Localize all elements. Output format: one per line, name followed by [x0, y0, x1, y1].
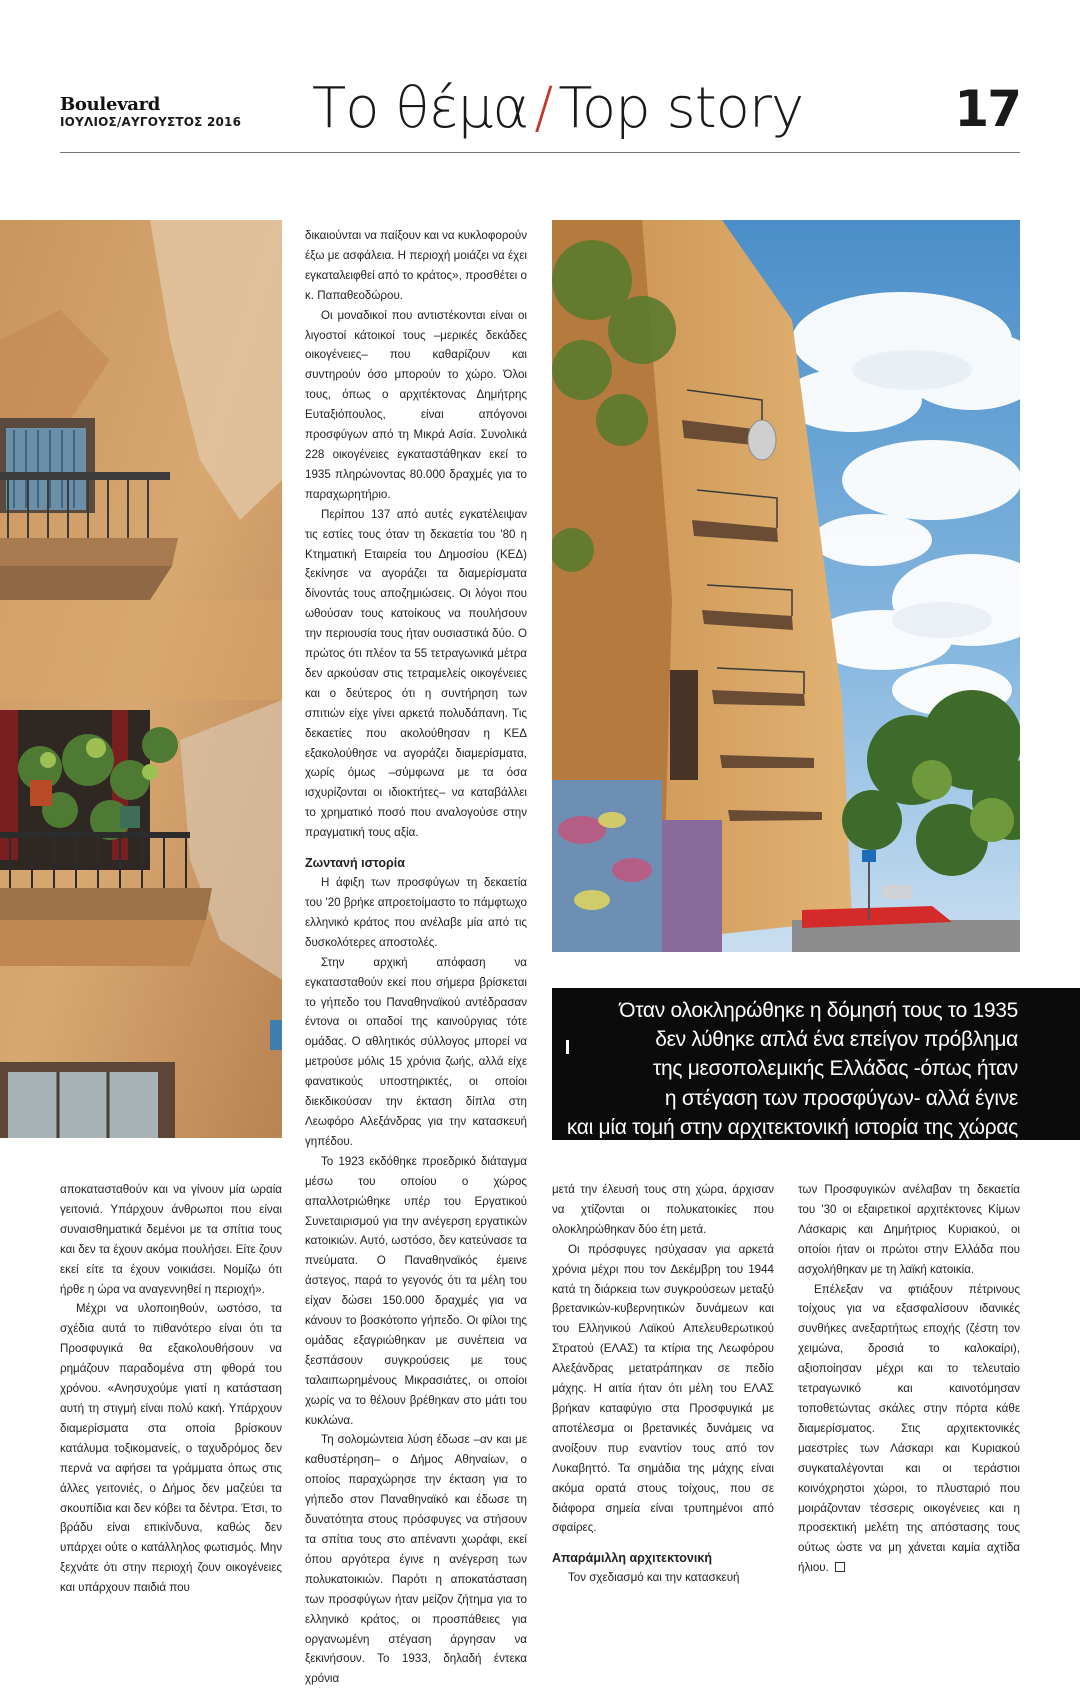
masthead [60, 96, 241, 128]
buildings-illustration [552, 220, 1020, 952]
pull-quote [552, 988, 1080, 1140]
issue-date: ΙΟΥΛΙΟΣ/ΑΥΓΟΥΣΤΟΣ 2016 [60, 115, 242, 129]
paragraph: μετά την έλευσή τους στη χώρα, άρχισαν να χτίζονται οι πολυκατοικίες που ολοκληρώθηκαν δύο έτη μετά. [552, 1183, 774, 1236]
article-end-icon [835, 1562, 845, 1572]
pull-quote-line: της μεσοπολεμικής Ελλάδας -όπως ήταν [652, 1057, 1018, 1081]
photo-facade-balconies [0, 220, 282, 1138]
pull-quote-line: η στέγαση των προσφύγων- αλλά έγινε [664, 1086, 1018, 1110]
paragraph: αποκατασταθούν και να γίνουν μία ωραία γειτονιά. Υπάρχουν άνθρωποι που είναι συναισθηματικά δεμένοι με τα σπίτια τους και δεν τα έχουν ακόμα πουλήσει. Είτε ζουν εκεί είτε τα έχουν νοικιάσει. Νομίζω ότι ήρθε η ώρα να αναγεννηθεί η περιοχή». [60, 1183, 282, 1296]
paragraph-final [798, 1280, 1020, 1579]
facade-illustration [0, 220, 282, 1138]
subheading-architecture: Απαράμιλλη αρχιτεκτονική [552, 1551, 712, 1566]
header-divider [60, 152, 1020, 153]
section-title-greek: Το θέμα [312, 76, 529, 141]
pull-quote-line: δεν λύθηκε απλά ένα επείγον πρόβλημα [655, 1028, 1018, 1052]
paragraph: Η άφιξη των προσφύγων τη δεκαετία του '20 βρήκε απροετοίμαστο το πάμφτωχο ελληνικό κράτος που ανέλαβε μία από τις δυσκολότερες αποστολές. [305, 876, 527, 949]
paragraph: Περίπου 137 από αυτές εγκατέλειψαν τις εστίες τους όταν τη δεκαετία του '80 η Κτηματική Εταιρεία του Δημοσίου (ΚΕΔ) ξεκίνησε να αγοράζει τα διαμερίσματα δίνοντάς τους αποζημιώσεις. Οι λόγοι που ωθούσαν τους κατοίκους να πουλήσουν την περιουσία τους ήταν ουσιαστικά δύο. Ο πρώτος ότι πλέον τα 55 τετραγωνικά μέτρα δεν αρκούσαν στις τετραμελείς οικογένειες και ο δεύτερος ότι η συντήρηση των σπιτιών είχε γίνει αρκετά πολυδάπανη. Τις δεκαετίες που ακολούθησαν η ΚΕΔ εξακολούθησε να αγοράζει διαμερίσματα, χωρίς όμως –σύμφωνα με τα όσα ισχυρίζονται οι ιδιοκτήτες– να καταβάλλει το χρηματικό ποσό που αναλογούσε στην πραγματική τους αξία. [305, 507, 527, 840]
article-column-right [798, 1180, 1020, 1578]
subheading-living-history: Ζωντανή ιστορία [305, 856, 405, 871]
magazine-logo: Boulevard [60, 94, 161, 115]
paragraph: Το 1923 εκδόθηκε προεδρικό διάταγμα μέσω του οποίου ο χώρος απαλλοτριώθηκε υπέρ του Εργατικού Συνεταιρισμού για την ανέγερση εργατικών κατοικιών. Αυτό, ωστόσο, δεν κατεύνασε τα πνεύματα. Ο Παναθηναϊκός έμεινε άστεγος, παρά το γεγονός ότι τα μέλη του είχαν δώσει 150.000 δραχμές για να κάνουν το βοσκότοπο γήπεδο. Οι φίλοι της ομάδας εξαγριώθηκαν με συνέπεια να ξεσπάσουν συγκρούσεις με τους ταλαιπωρημένους Μικρασιάτες, οι οποίοι χωρίς να το θέλουν βρέθηκαν στο μάτι του κυκλώνα. [305, 1154, 527, 1427]
paragraph: Οι μοναδικοί που αντιστέκονται είναι οι λιγοστοί κάτοικοί τους –μερικές δεκάδες οικογένειες– που καθαρίζουν και συντηρούν όσο μπορούν το χώρο. Όλοι τους, όπως ο αρχιτέκτονας Δημήτρης Ευταξιόπουλος, είναι απόγονοι προσφύγων από τη Μικρά Ασία. Συνολικά 228 οικογένειες εγκαταστάθηκαν εκεί το 1935 πληρώνοντας 80.000 δραχμές για το παραχωρητήριο. [305, 308, 527, 501]
section-title-english: Top story [558, 76, 804, 141]
photo-refugee-buildings [552, 220, 1020, 952]
title-separator: / [534, 76, 553, 141]
paragraph: Στην αρχική απόφαση να εγκατασταθούν εκεί που σήμερα βρίσκεται το γήπεδο του Παναθηναϊκού αντέδρασαν έντονα οι οπαδοί της καινούργιας τότε ομάδας. Ο αθλητικός σύλλογος μπορεί να μετρούσε μόλις 15 χρόνια ζωής, αλλά είχε φανατικούς υποστηρικτές, οι οποίοι διεκδικούσαν την έκταση δίπλα στη Λεωφόρο Αλεξάνδρας για την κατασκευή γηπέδου. [305, 955, 527, 1148]
section-title [312, 76, 803, 141]
paragraph: Τον σχεδιασμό και την κατασκευή [568, 1571, 740, 1585]
paragraph: δικαιούνται να παίξουν και να κυκλοφορούν έξω με ασφάλεια. Η περιοχή μοιάζει να έχει εγκαταλειφθεί από το κράτος», προσθέτει ο κ. Παπαθεοδώρου. [305, 229, 528, 302]
paragraph: Μέχρι να υλοποιηθούν, ωστόσο, τα σχέδια αυτά το πιθανότερο είναι ότι τα Προσφυγικά θα εξακολουθήσουν να ρημάζουν παραδομένα στη φθορά του χρόνου. «Ανησυχούμε γιατί η κατάσταση αυτή τη στιγμή είναι πολύ κακή. Υπάρχουν διαμερίσματα στα οποία βρίσκουν κατάλυμα τοξικομανείς, ο ταχυδρόμος δεν περνά να αφήσει τα γράμματα όπως στις άλλες γειτονιές, ο Δήμος δεν μαζεύει τα σκουπίδια και δεν κόβει τα δέντρα. Έτσι, το βράδυ είναι επικίνδυνα, καθώς δεν υπάρχει ούτε ο κατάλληλος φωτισμός. Μην ξεχνάτε ότι στην περιοχή ζουν οικογένειες και υπάρχουν παιδιά που [60, 1302, 282, 1595]
pull-quote-line: Όταν ολοκληρώθηκε η δόμησή τους το 1935 [619, 999, 1018, 1022]
paragraph: των Προσφυγικών ανέλαβαν τη δεκαετία του '30 οι εξαιρετικοί αρχιτέκτονες Κίμων Λάσκαρις και Δημήτριος Κυριακού, οι οποίοι ήταν οι πρώτοι στην Ελλάδα που ασχολήθηκαν με τη λαϊκή κατοικία. [798, 1183, 1020, 1276]
pull-quote-line: και μία τομή στην αρχιτεκτονική ιστορία της χώρας [566, 1115, 1018, 1139]
article-column-left [60, 1180, 282, 1598]
paragraph: Τη σολομώντεια λύση έδωσε –αν και με καθυστέρηση– ο Δήμος Αθηναίων, ο οποίος παραχώρησε την έκταση για το γήπεδο στον Παναθηναϊκό και έδωσε τη δυνατότητα στους πρόσφυγες να στήσουν τα σπίτια τους στο απέναντι χωράφι, εκεί όπου αργότερα έγινε η ανέγερση των πολυκατοικιών. Παρότι η αποκατάσταση των προσφύγων ήταν μείζον ζήτημα για το ελληνικό κράτος, οι προσπάθειες για οργανωμένη στέγαση άργησαν να ξεκινήσουν. Το 1933, δηλαδή έντεκα χρόνια [305, 1433, 527, 1686]
paragraph: Οι πρόσφυγες ησύχασαν για αρκετά χρόνια μέχρι που τον Δεκέμβρη του 1944 κατά τη διάρκεια των συγκρούσεων μεταξύ βρετανικών-κυβερνητικών δυνάμεων και του Ελληνικού Λαϊκού Απελευθερωτικού Στρατού (ΕΛΑΣ) τα κτίρια της Λεωφόρου Αλεξάνδρας μετατράπηκαν σε πεδίο μάχης. Η αιτία ήταν ότι μέλη του ΕΛΑΣ βρήκαν καταφύγιο στα Προσφυγικά με αποτέλεσμα οι βρετανικές δυνάμεις να ανοίξουν πυρ εναντίον τους από τον Λυκαβηττό. Τα σημάδια της μάχης είναι ακόμα ορατά στους τοίχους, που σε διάφορα σημεία είναι τρυπημένοι από σφαίρες. [552, 1242, 774, 1535]
article-column-third [552, 1180, 774, 1588]
article-column-middle [305, 226, 527, 1689]
paragraph-text: Επέλεξαν να φτιάξουν πέτρινους τοίχους για να εξασφαλίσουν ιδανικές συνθήκες ανεξαρτήτως εποχής (ζέστη τον χειμώνα, δροσιά το καλοκαίρι), αξιοποίησαν μέχρι και το τελευταίο τετραγωνικό και καινοτόμησαν τοποθετώντας σκάλες στην πόρτα κάθε διαμερίσματος. Στις αρχιτεκτονικές μαεστρίες των Λάσκαρι και Κυριακού συγκαταλέγονται και οι τεράστιοι κοινόχρηστοι χώροι, το πλυσταριό που μοιράζονταν τέσσερις οικογένειες και η προσεκτική μελέτη της απόστασης τους ούτως ώστε να μη χάνεται καμία αχτίδα ήλιου. [798, 1282, 1020, 1575]
page-number: 17 [954, 80, 1020, 138]
